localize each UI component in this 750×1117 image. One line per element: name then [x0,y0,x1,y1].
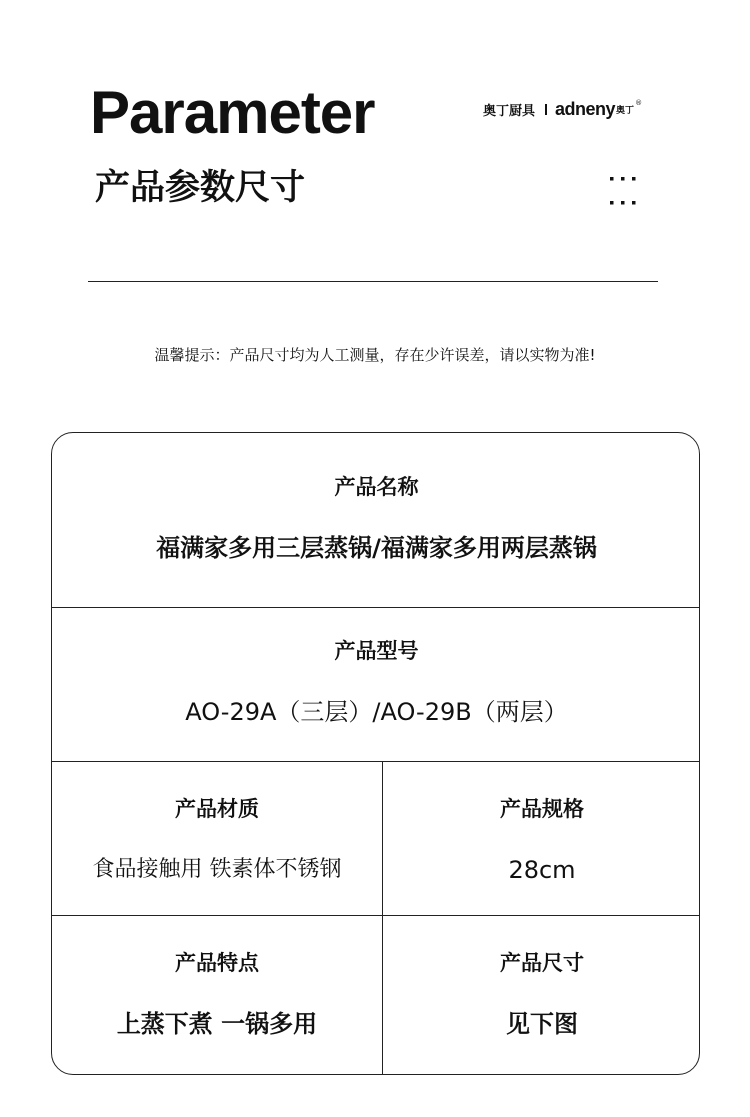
param-spec-value: 28cm [508,856,576,884]
param-material-value: 食品接触用 铁素体不锈钢 [92,857,342,882]
brand-divider [545,104,547,115]
param-model-cell [52,637,700,728]
param-name-value: 福满家多用三层蒸锅/福满家多用两层蒸锅 [156,534,597,562]
page-title-cn: 产品参数尺寸 [95,168,306,208]
param-model-value: AO-29A（三层）/AO-29B（两层） [185,698,568,726]
row-divider [52,761,699,762]
brand-logo [483,98,642,120]
brand-name-cn: 奥丁厨具 [483,103,536,119]
param-size-label: 产品尺寸 [500,951,584,975]
param-name-label: 产品名称 [334,475,419,499]
param-feature-value: 上蒸下煮 一锅多用 [116,1010,318,1038]
param-spec-label: 产品规格 [500,797,584,821]
param-feature-cell [52,949,382,1040]
row-divider [52,607,699,608]
row-divider [52,915,699,916]
param-material-label: 产品材质 [175,797,259,821]
param-feature-label: 产品特点 [175,951,259,975]
page-title-en: Parameter [90,79,375,146]
param-spec-cell [383,795,700,886]
divider-line [88,281,658,282]
registered-mark: ® [635,99,643,107]
notice-text: 温馨提示：产品尺寸均为人工测量，存在少许误差，请以实物为准! [154,346,596,364]
param-material-cell [52,795,382,886]
param-size-cell [383,949,700,1040]
param-name-cell [52,473,700,564]
brand-logo-cn: 奥丁 [616,105,635,116]
ellipsis-grid-icon [609,171,641,209]
brand-logo-en: adneny [555,98,616,119]
param-size-value: 见下图 [506,1010,578,1038]
param-model-label: 产品型号 [334,639,419,663]
parameter-table [51,432,700,1075]
